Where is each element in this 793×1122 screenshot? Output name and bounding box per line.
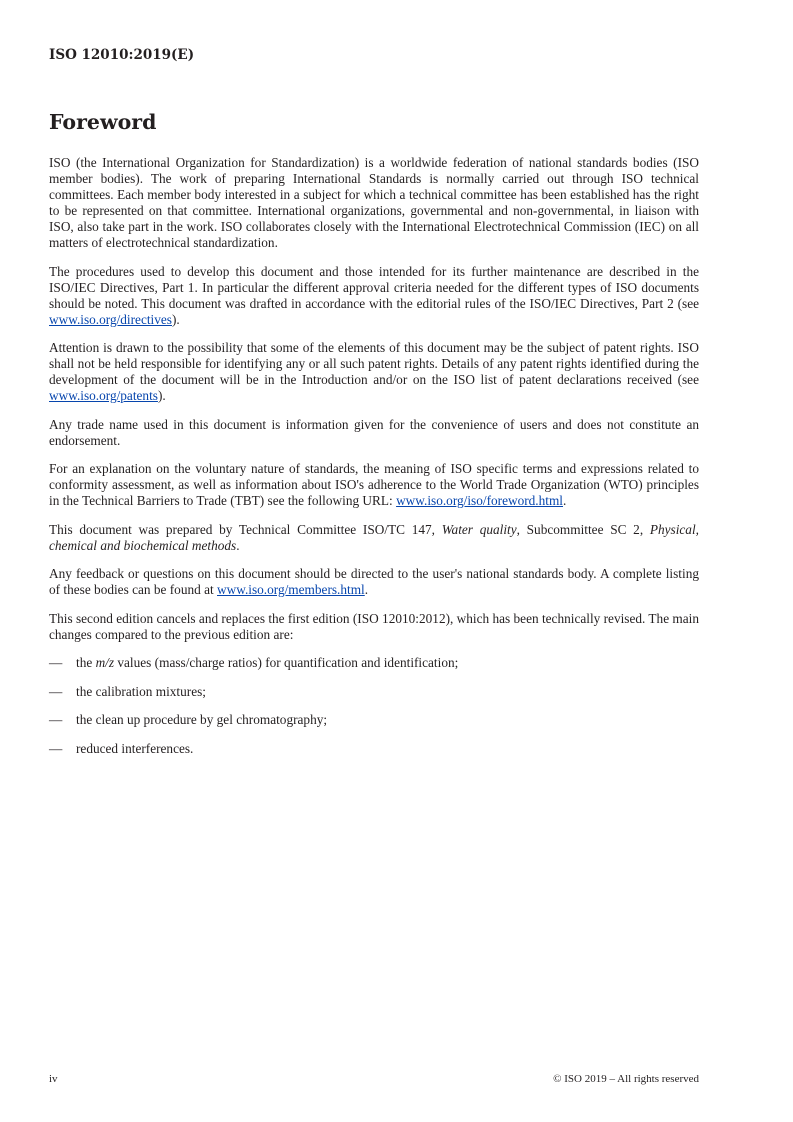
paragraph-patents: Attention is drawn to the possibility that some of the elements of this document may be the subject of patent rights. ISO shall not be held responsible for identifying any or all such patent rights. Details of any patent rights identified during the development of the document will be in the Introduction and/or on the ISO list of patent declarations received (see www.iso.org/patents). (49, 340, 699, 403)
document-id: ISO 12010:2019(E) (49, 47, 195, 63)
directives-link[interactable]: www.iso.org/directives (49, 311, 172, 327)
dash-marker: — (49, 655, 63, 670)
list-item: — the calibration mixtures; (49, 683, 206, 699)
paragraph-committee: This document was prepared by Technical Committee ISO/TC 147, Water quality, Subcommittee SC 2, Physical, chemical and biochemical methods. (49, 521, 699, 553)
list-item: — the clean up procedure by gel chromatography; (49, 712, 328, 727)
paragraph-procedures: The procedures used to develop this document and those intended for its further maintenance are described in the ISO/IEC Directives, Part 1. In particular the different approval criteria needed for the different types of ISO documents should be noted. This document was drafted in accordance with the editorial rules of the ISO/IEC Directives, Part 2 (see www.iso.org/directives). (49, 263, 699, 327)
foreword-link[interactable]: www.iso.org/iso/foreword.html (396, 493, 564, 508)
foreword-body (49, 155, 699, 769)
dash-marker: — (49, 683, 63, 699)
list-item: — the m/z values (mass/charge ratios) for quantification and identification; (49, 655, 459, 670)
changes-list (49, 655, 699, 757)
dash-marker: — (49, 712, 63, 727)
page-title: Foreword (49, 110, 157, 134)
paragraph-trade-name: Any trade name used in this document is information given for the convenience of users and does not constitute an endorsement. (49, 416, 699, 448)
dash-marker: — (49, 740, 63, 756)
paragraph-feedback: Any feedback or questions on this document should be directed to the user's national standards body. A complete listing of these bodies can be found at www.iso.org/members.html. (49, 566, 699, 597)
patents-link[interactable]: www.iso.org/patents (49, 388, 158, 403)
page-footer (49, 1073, 699, 1085)
copyright-notice: © ISO 2019 – All rights reserved (553, 1073, 699, 1085)
paragraph-edition: This second edition cancels and replaces the first edition (ISO 12010:2012), which has been technically revised. The main changes compared to the previous edition are: (49, 610, 700, 642)
members-link[interactable]: www.iso.org/members.html (217, 582, 365, 597)
paragraph-voluntary-nature: For an explanation on the voluntary nature of standards, the meaning of ISO specific terms and expressions related to conformity assessment, as well as information about ISO's adherence to the World Trade Organization (WTO) principles in the Technical Barriers to Trade (TBT) see the following URL: www.iso.org/iso/foreword.html. (49, 461, 699, 508)
page-number: iv (49, 1073, 58, 1085)
list-item: — reduced interferences. (49, 740, 194, 756)
paragraph-iso-intro: ISO (the International Organization for Standardization) is a worldwide federation of national standards bodies (ISO member bodies). The work of preparing International Standards is normally carried out through ISO technical committees. Each member body interested in a subject for which a technical committee has been established has the right to be represented on that committee. International organizations, governmental and non-governmental, in liaison with ISO, also take part in the work. ISO collaborates closely with the International Electrotechnical Commission (IEC) on all matters of electrotechnical standardization. (49, 155, 699, 250)
